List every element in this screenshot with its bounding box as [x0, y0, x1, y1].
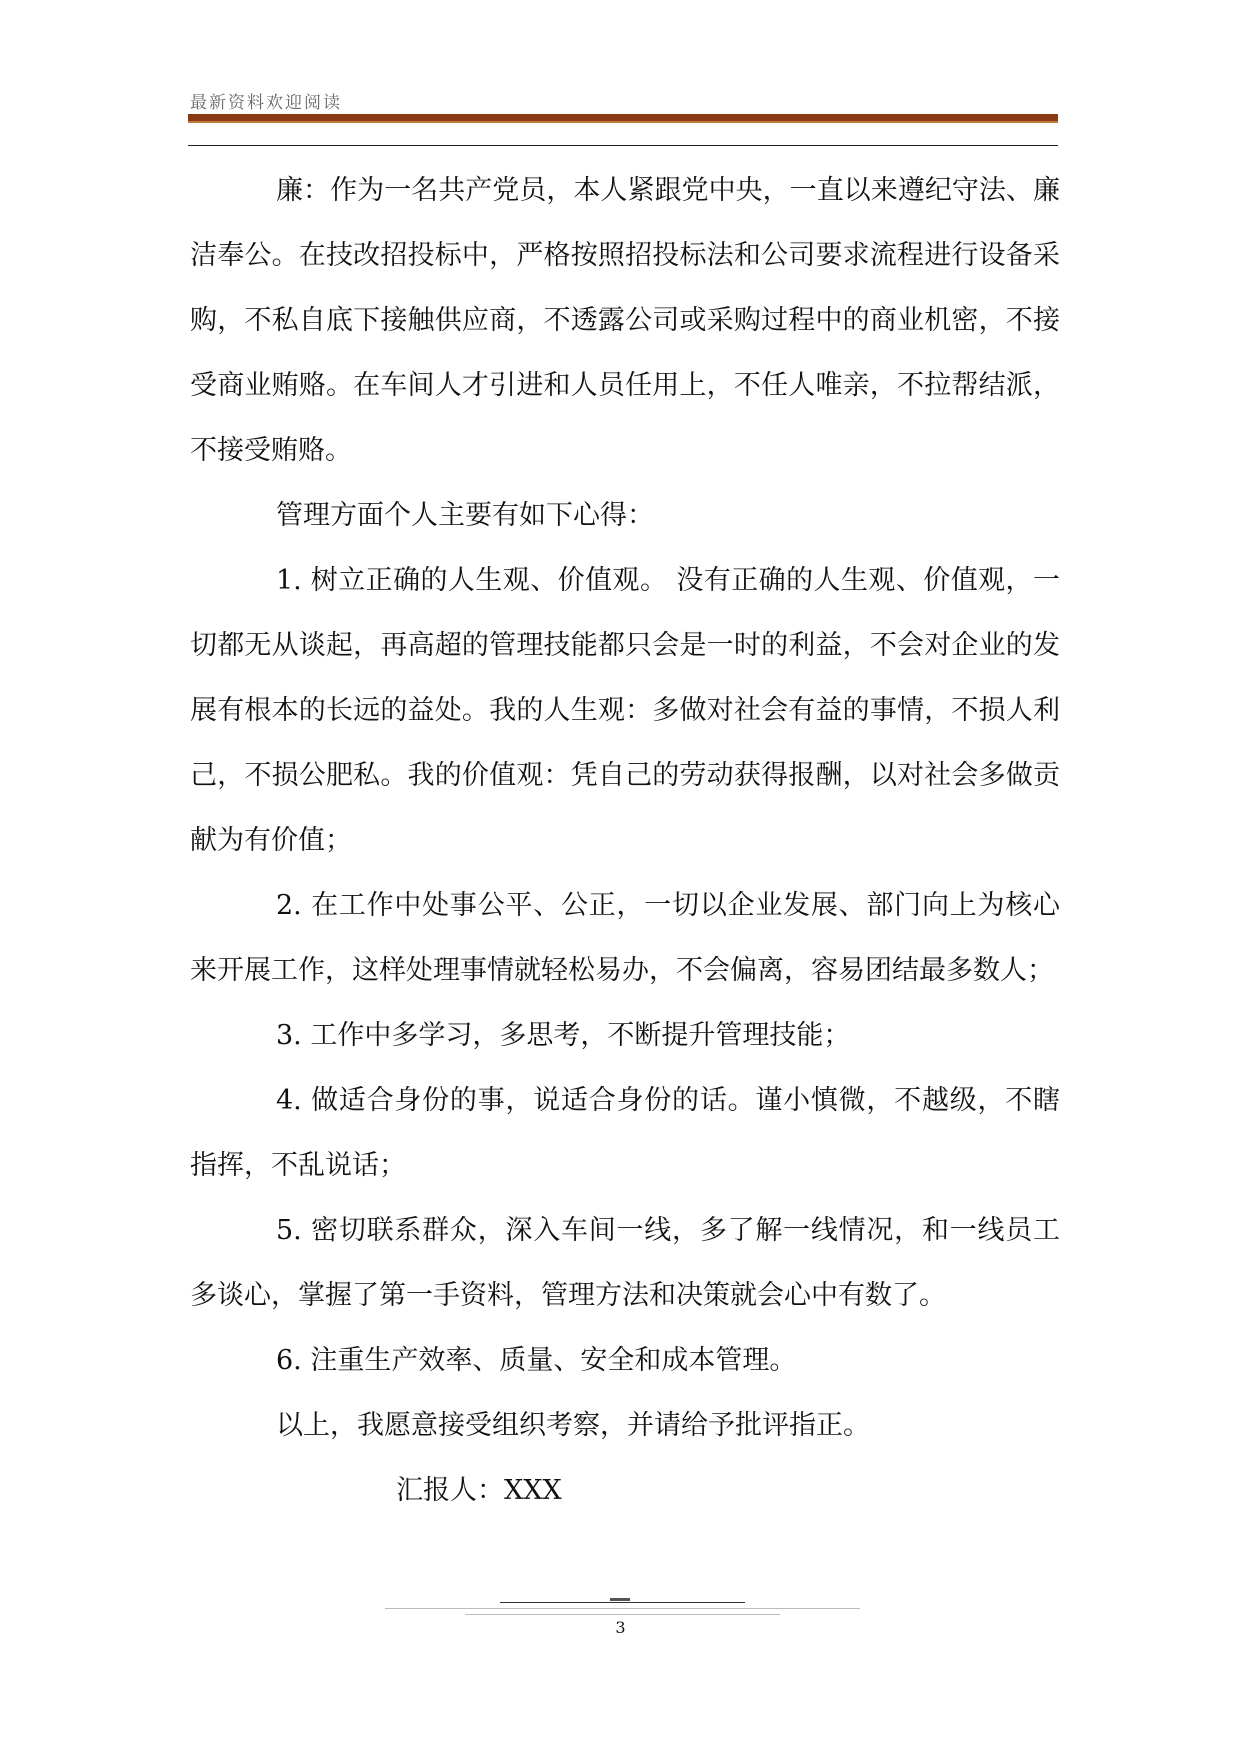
document-body	[190, 158, 1060, 1523]
paragraph-management-intro: 管理方面个人主要有如下心得：	[276, 500, 654, 531]
footer-rule-light	[385, 1608, 860, 1609]
paragraph-item-5: 5. 密切联系群众，深入车间一线，多了解一线情况，和一线员工多谈心，掌握了第一手资料，管理方法和决策就会心中有数了。	[190, 1215, 1060, 1311]
signature: 汇报人：XXX	[396, 1475, 562, 1506]
header-rule	[188, 114, 1058, 121]
footer-mark	[610, 1598, 630, 1601]
paragraph-item-1: 1. 树立正确的人生观、价值观。 没有正确的人生观、价值观，一切都无从谈起，再高超的管理技能都只会是一时的利益，不会对企业的发展有根本的长远的益处。我的人生观：多做对社会有益的事情，不损人利己，不损公肥私。我的价值观：凭自己的劳动获得报酬，以对社会多做贡献为有价值；	[190, 565, 1060, 856]
footer-rule-light-short	[465, 1614, 780, 1615]
header-rule-thin	[188, 145, 1058, 146]
paragraph-item-2: 2. 在工作中处事公平、公正，一切以企业发展、部门向上为核心来开展工作，这样处理事情就轻松易办，不会偏离，容易团结最多数人；	[190, 890, 1060, 986]
paragraph-item-4: 4. 做适合身份的事，说适合身份的话。谨小慎微，不越级，不瞎指挥，不乱说话；	[190, 1085, 1060, 1181]
paragraph-integrity: 廉：作为一名共产党员，本人紧跟党中央，一直以来遵纪守法、廉洁奉公。在技改招投标中，严格按照招投标法和公司要求流程进行设备采购，不私自底下接触供应商，不透露公司或采购过程中的商业机密，不接受商业贿赂。在车间人才引进和人员任用上，不任人唯亲，不拉帮结派，不接受贿赂。	[190, 175, 1060, 466]
paragraph-closing: 以上，我愿意接受组织考察，并请给予批评指正。	[276, 1410, 870, 1441]
paragraph-item-3: 3. 工作中多学习，多思考，不断提升管理技能；	[276, 1020, 851, 1051]
header-rule-accent	[188, 121, 1058, 123]
paragraph-item-6: 6. 注重生产效率、质量、安全和成本管理。	[276, 1345, 797, 1376]
header-title: 最新资料欢迎阅读	[190, 93, 342, 113]
footer-rule	[500, 1602, 745, 1603]
page-number: 3	[615, 1618, 626, 1637]
